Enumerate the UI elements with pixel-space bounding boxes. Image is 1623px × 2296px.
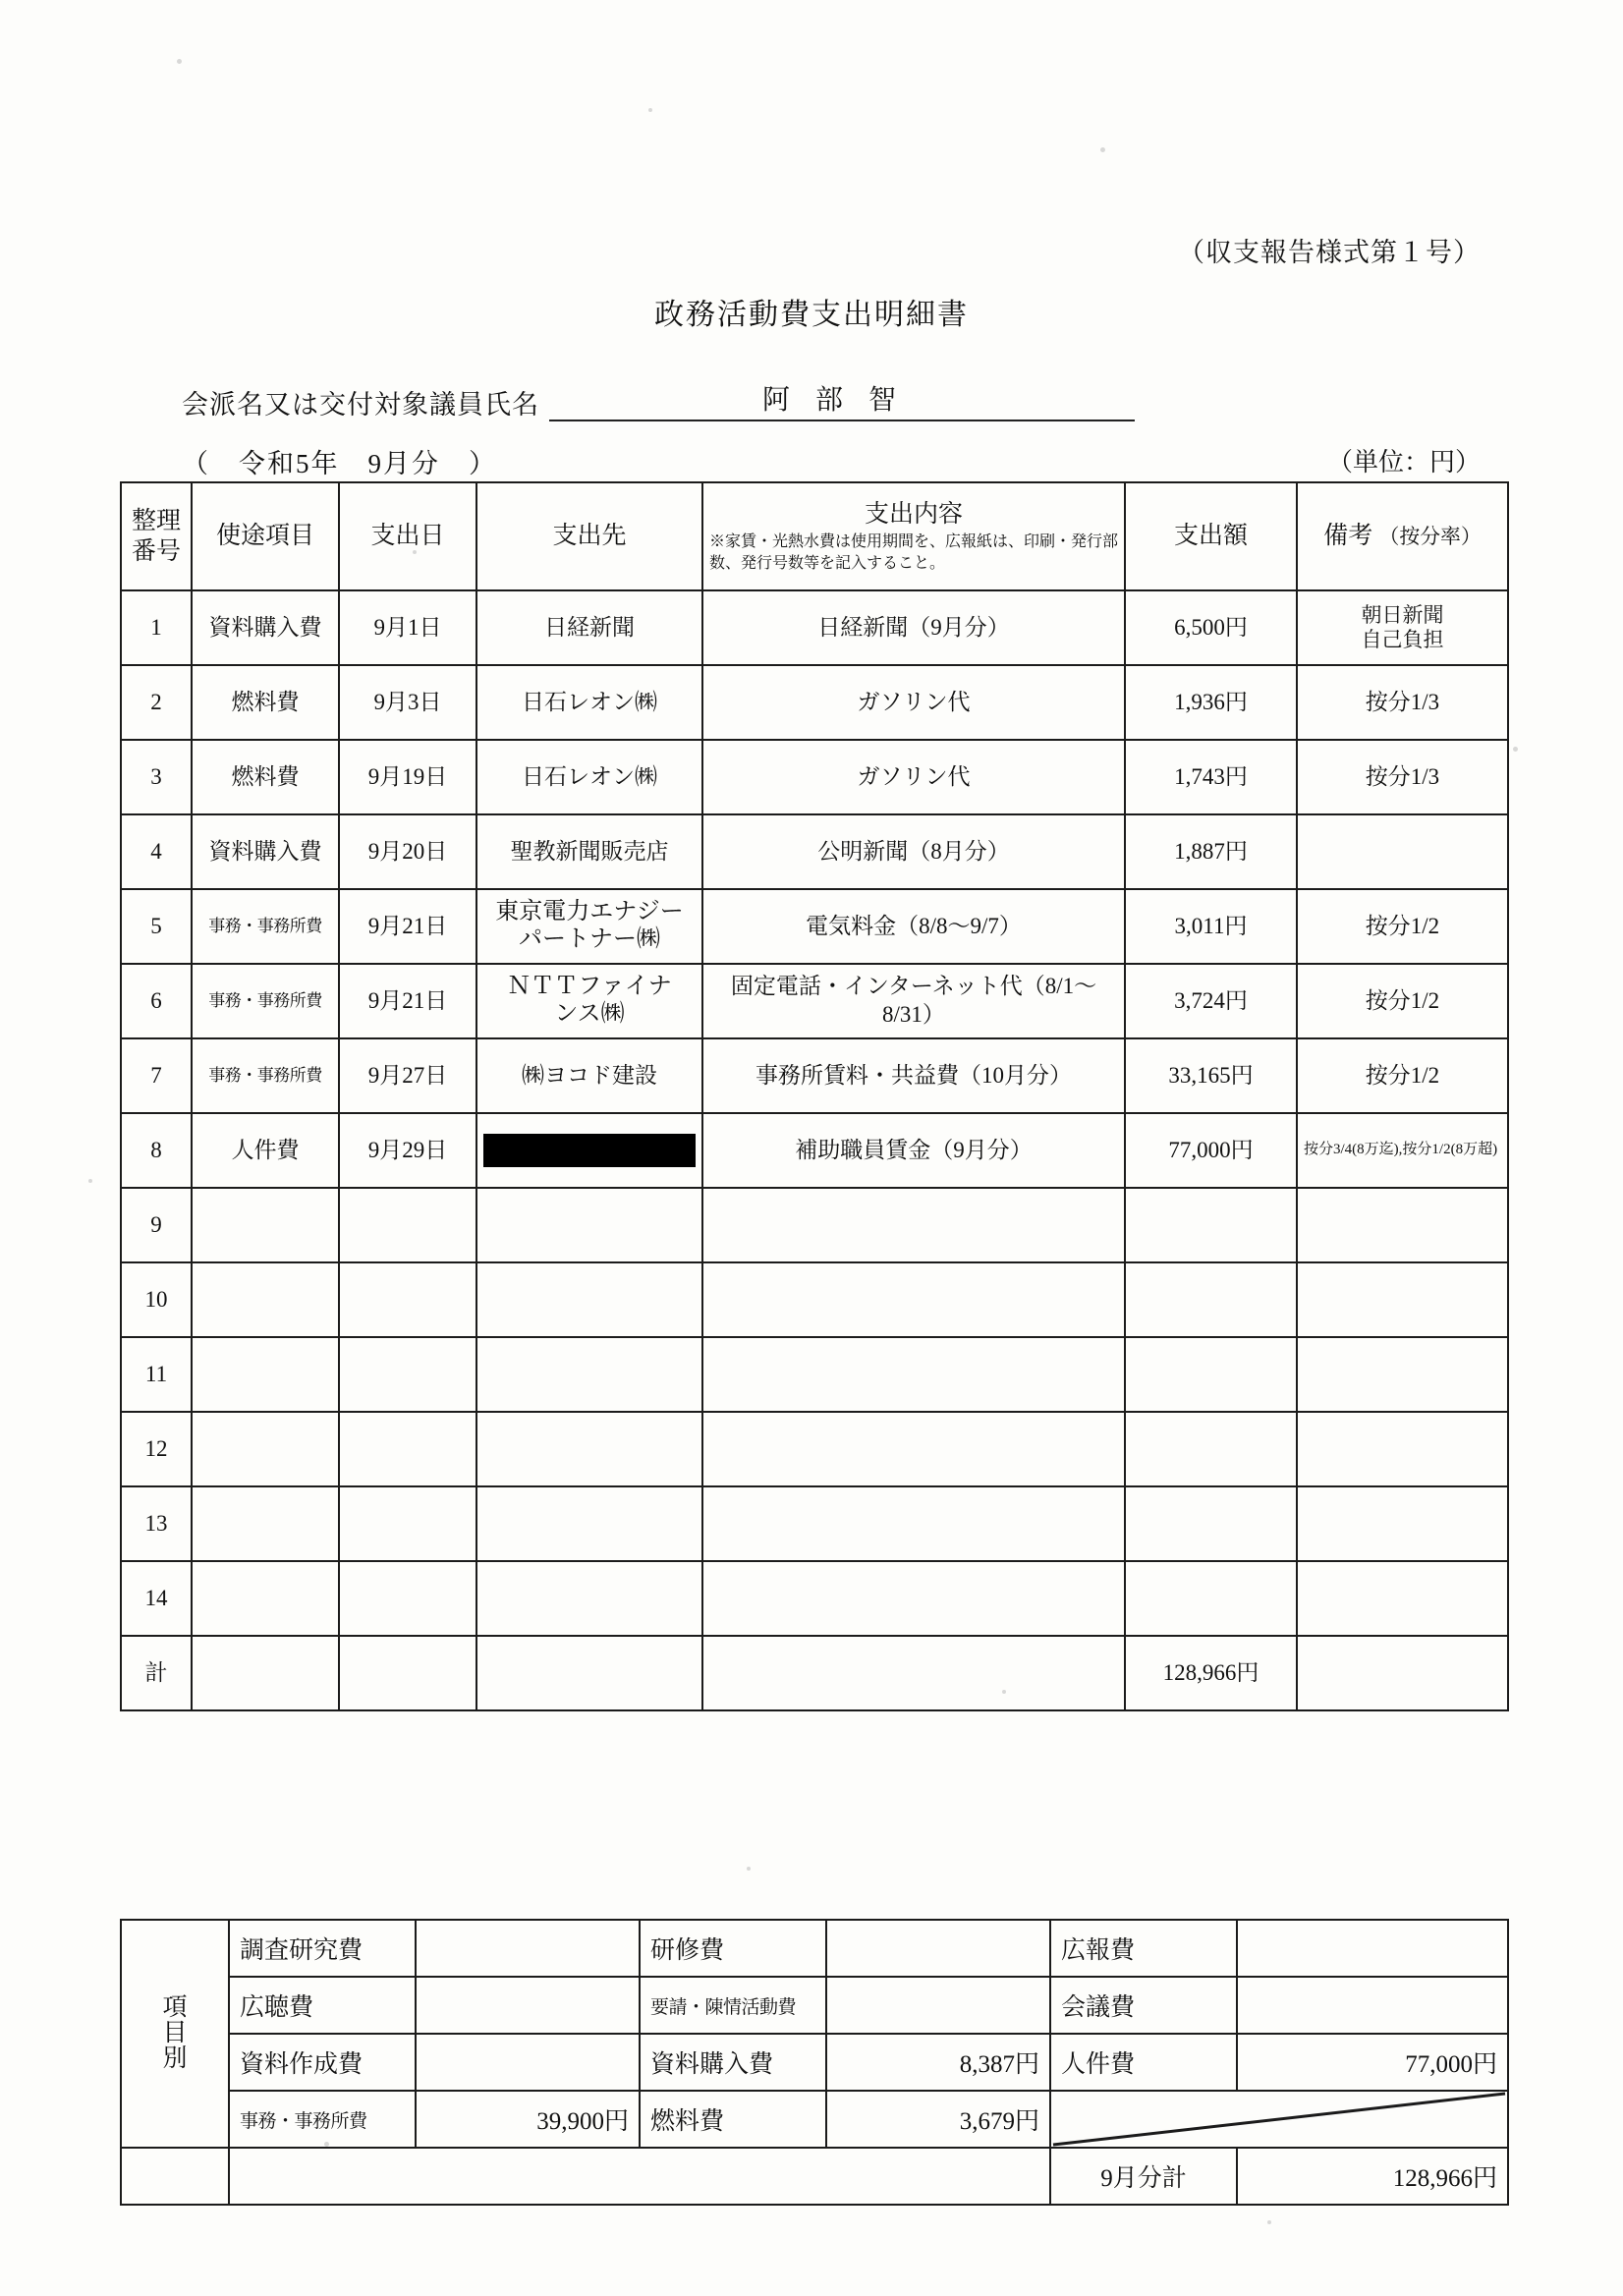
- category-summary-table: [120, 1919, 1509, 2206]
- cell-date: 9月27日: [339, 1038, 476, 1113]
- cell-payee: [476, 1486, 702, 1561]
- summary-row-3: [121, 2034, 1508, 2091]
- col-date: 支出日: [339, 482, 476, 590]
- cell-date: 9月29日: [339, 1113, 476, 1188]
- table-row: [121, 1337, 1508, 1412]
- cell-detail: [702, 1486, 1125, 1561]
- cell-amount: 33,165円: [1125, 1038, 1297, 1113]
- cell-remark: 按分1/3: [1297, 740, 1508, 814]
- cell-no: 1: [121, 590, 192, 665]
- col-no: 整理 番号: [121, 482, 192, 590]
- col-remark-sub: （按分率）: [1378, 525, 1482, 549]
- value-pr: [1237, 1920, 1508, 1977]
- value-meeting: [1237, 1977, 1508, 2034]
- cell-date: 9月19日: [339, 740, 476, 814]
- cell-detail: [702, 1412, 1125, 1486]
- cell-usage: 事務・事務所費: [192, 964, 339, 1038]
- cell-date: [339, 1337, 476, 1412]
- cell-date: [339, 1262, 476, 1337]
- cell-date: 9月3日: [339, 665, 476, 740]
- party-name-label: 会派名又は交付対象議員氏名: [182, 390, 539, 420]
- table-row: [121, 1113, 1508, 1188]
- cell-amount: 3,724円: [1125, 964, 1297, 1038]
- value-office: 39,900円: [416, 2091, 640, 2148]
- cell-no: 14: [121, 1561, 192, 1636]
- summary-slash-cell: [1050, 2091, 1508, 2148]
- cell-detail: [702, 1188, 1125, 1262]
- cell-date: [339, 1412, 476, 1486]
- col-detail: [702, 482, 1125, 590]
- page-title: 政務活動費支出明細書: [654, 299, 969, 331]
- label-petition: 要請・陳情活動費: [640, 1977, 826, 2034]
- cell-date: 9月20日: [339, 814, 476, 889]
- table-row: [121, 1038, 1508, 1113]
- cell-no: 2: [121, 665, 192, 740]
- table-row: [121, 889, 1508, 964]
- cell-no: 10: [121, 1262, 192, 1337]
- label-hearing: 広聴費: [229, 1977, 416, 2034]
- col-detail-title: 支出内容: [864, 500, 963, 528]
- table-row: [121, 1412, 1508, 1486]
- label-fuel: 燃料費: [640, 2091, 826, 2148]
- cell-payee: 日経新聞: [476, 590, 702, 665]
- value-month-total: 128,966円: [1237, 2148, 1508, 2205]
- cell-payee: 日石レオン㈱: [476, 665, 702, 740]
- cell-blank-remark: [1297, 1636, 1508, 1710]
- cell-detail: ガソリン代: [702, 665, 1125, 740]
- cell-usage: [192, 1188, 339, 1262]
- cell-usage: 人件費: [192, 1113, 339, 1188]
- cell-blank-usage: [192, 1636, 339, 1710]
- cell-detail: 補助職員賃金（9月分）: [702, 1113, 1125, 1188]
- cell-detail: 事務所賃料・共益費（10月分）: [702, 1038, 1125, 1113]
- cell-amount: [1125, 1337, 1297, 1412]
- cell-usage: 燃料費: [192, 665, 339, 740]
- cell-detail: [702, 1262, 1125, 1337]
- cell-no: 9: [121, 1188, 192, 1262]
- table-total-row: [121, 1636, 1508, 1710]
- cell-usage: 燃料費: [192, 740, 339, 814]
- cell-payee: [476, 1188, 702, 1262]
- cell-remark: [1297, 1486, 1508, 1561]
- value-fuel: 3,679円: [826, 2091, 1050, 2148]
- cell-no: 8: [121, 1113, 192, 1188]
- cell-amount: 1,887円: [1125, 814, 1297, 889]
- cell-amount: [1125, 1262, 1297, 1337]
- cell-remark: [1297, 1412, 1508, 1486]
- cell-amount: 1,743円: [1125, 740, 1297, 814]
- table-row: [121, 1486, 1508, 1561]
- cell-no: 6: [121, 964, 192, 1038]
- table-row: [121, 1262, 1508, 1337]
- form-number: （収支報告様式第１号）: [1178, 238, 1481, 267]
- cell-remark: 按分1/2: [1297, 1038, 1508, 1113]
- cell-amount: 1,936円: [1125, 665, 1297, 740]
- cell-usage: [192, 1561, 339, 1636]
- cell-detail: [702, 1561, 1125, 1636]
- value-research: [416, 1920, 640, 1977]
- cell-date: [339, 1486, 476, 1561]
- label-training: 研修費: [640, 1920, 826, 1977]
- value-material-make: [416, 2034, 640, 2091]
- unit-label: （単位：円）: [1326, 448, 1481, 476]
- period-label: （ 令和5年 9月分 ）: [182, 449, 497, 478]
- cell-usage: 資料購入費: [192, 814, 339, 889]
- cell-usage: [192, 1412, 339, 1486]
- cell-payee: [476, 1412, 702, 1486]
- value-training: [826, 1920, 1050, 1977]
- cell-usage: [192, 1337, 339, 1412]
- col-remark: [1297, 482, 1508, 590]
- cell-payee: [476, 1262, 702, 1337]
- cell-blank-payee: [476, 1636, 702, 1710]
- cell-no: 7: [121, 1038, 192, 1113]
- col-usage: 使途項目: [192, 482, 339, 590]
- cell-usage: [192, 1486, 339, 1561]
- cell-payee: 東京電力エナジー パートナー㈱: [476, 889, 702, 964]
- cell-payee: [476, 1337, 702, 1412]
- cell-remark: [1297, 1337, 1508, 1412]
- expense-table: [120, 481, 1509, 1711]
- label-month-total: 9月分計: [1050, 2148, 1237, 2205]
- cell-no: 13: [121, 1486, 192, 1561]
- cell-detail: ガソリン代: [702, 740, 1125, 814]
- cell-no: 12: [121, 1412, 192, 1486]
- table-row: [121, 590, 1508, 665]
- cell-date: 9月21日: [339, 889, 476, 964]
- cell-remark: 朝日新聞 自己負担: [1297, 590, 1508, 665]
- value-material-buy: 8,387円: [826, 2034, 1050, 2091]
- cell-payee: [476, 1561, 702, 1636]
- cell-payee: ＮＴＴファイナ ンス㈱: [476, 964, 702, 1038]
- cell-blank-date: [339, 1636, 476, 1710]
- col-detail-note: ※家賃・光熱水費は使用期間を、広報紙は、印刷・発行部数、発行号数等を記入すること。: [709, 533, 1119, 572]
- table-row: [121, 964, 1508, 1038]
- value-hearing: [416, 1977, 640, 2034]
- cell-amount: 3,011円: [1125, 889, 1297, 964]
- summary-row-total: [121, 2148, 1508, 2205]
- cell-amount: [1125, 1486, 1297, 1561]
- cell-remark: 按分1/2: [1297, 964, 1508, 1038]
- cell-remark: [1297, 814, 1508, 889]
- cell-no: 4: [121, 814, 192, 889]
- col-amount: 支出額: [1125, 482, 1297, 590]
- cell-date: 9月21日: [339, 964, 476, 1038]
- label-pr: 広報費: [1050, 1920, 1237, 1977]
- cell-amount: [1125, 1188, 1297, 1262]
- table-row: [121, 1188, 1508, 1262]
- table-row: [121, 1561, 1508, 1636]
- cell-usage: 事務・事務所費: [192, 1038, 339, 1113]
- summary-row-4: [121, 2091, 1508, 2148]
- cell-usage: 資料購入費: [192, 590, 339, 665]
- cell-blank-detail: [702, 1636, 1125, 1710]
- cell-amount: 77,000円: [1125, 1113, 1297, 1188]
- cell-date: 9月1日: [339, 590, 476, 665]
- summary-row-2: [121, 1977, 1508, 2034]
- cell-date: [339, 1561, 476, 1636]
- label-meeting: 会議費: [1050, 1977, 1237, 2034]
- cell-remark: 按分1/2: [1297, 889, 1508, 964]
- cell-detail: 日経新聞（9月分）: [702, 590, 1125, 665]
- cell-payee: 日石レオン㈱: [476, 740, 702, 814]
- label-personnel: 人件費: [1050, 2034, 1237, 2091]
- cell-amount: [1125, 1412, 1297, 1486]
- table-row: [121, 740, 1508, 814]
- expense-table-body: [121, 590, 1508, 1710]
- cell-no: 11: [121, 1337, 192, 1412]
- cell-date: [339, 1188, 476, 1262]
- cell-amount: 6,500円: [1125, 590, 1297, 665]
- cell-total-amount: 128,966円: [1125, 1636, 1297, 1710]
- label-research: 調査研究費: [229, 1920, 416, 1977]
- table-row: [121, 814, 1508, 889]
- cell-remark: [1297, 1561, 1508, 1636]
- cell-payee: [476, 1113, 702, 1188]
- table-header-row: [121, 482, 1508, 590]
- cell-total-label: 計: [121, 1636, 192, 1710]
- label-material-buy: 資料購入費: [640, 2034, 826, 2091]
- value-personnel: 77,000円: [1237, 2034, 1508, 2091]
- cell-remark: [1297, 1188, 1508, 1262]
- summary-row-1: [121, 1920, 1508, 1977]
- redaction-bar: [483, 1134, 696, 1167]
- cell-payee: ㈱ヨコド建設: [476, 1038, 702, 1113]
- summary-total-blank-2: [229, 2148, 1050, 2205]
- label-office: 事務・事務所費: [229, 2091, 416, 2148]
- cell-detail: [702, 1337, 1125, 1412]
- label-material-make: 資料作成費: [229, 2034, 416, 2091]
- cell-payee: 聖教新聞販売店: [476, 814, 702, 889]
- table-row: [121, 665, 1508, 740]
- cell-detail: 電気料金（8/8〜9/7）: [702, 889, 1125, 964]
- cell-no: 5: [121, 889, 192, 964]
- summary-row-label: 項 目 別: [121, 1920, 229, 2148]
- party-name-value: 阿部智: [549, 378, 1135, 421]
- cell-usage: [192, 1262, 339, 1337]
- cell-usage: 事務・事務所費: [192, 889, 339, 964]
- party-name-row: [182, 378, 1135, 421]
- cell-detail: 公明新聞（8月分）: [702, 814, 1125, 889]
- value-petition: [826, 1977, 1050, 2034]
- cell-remark: [1297, 1262, 1508, 1337]
- cell-amount: [1125, 1561, 1297, 1636]
- col-payee: 支出先: [476, 482, 702, 590]
- cell-detail: 固定電話・インターネット代（8/1〜8/31）: [702, 964, 1125, 1038]
- cell-remark: 按分3/4(8万迄),按分1/2(8万超): [1297, 1113, 1508, 1188]
- summary-total-blank: [121, 2148, 229, 2205]
- cell-remark: 按分1/3: [1297, 665, 1508, 740]
- col-remark-title: 備考: [1323, 523, 1373, 550]
- cell-no: 3: [121, 740, 192, 814]
